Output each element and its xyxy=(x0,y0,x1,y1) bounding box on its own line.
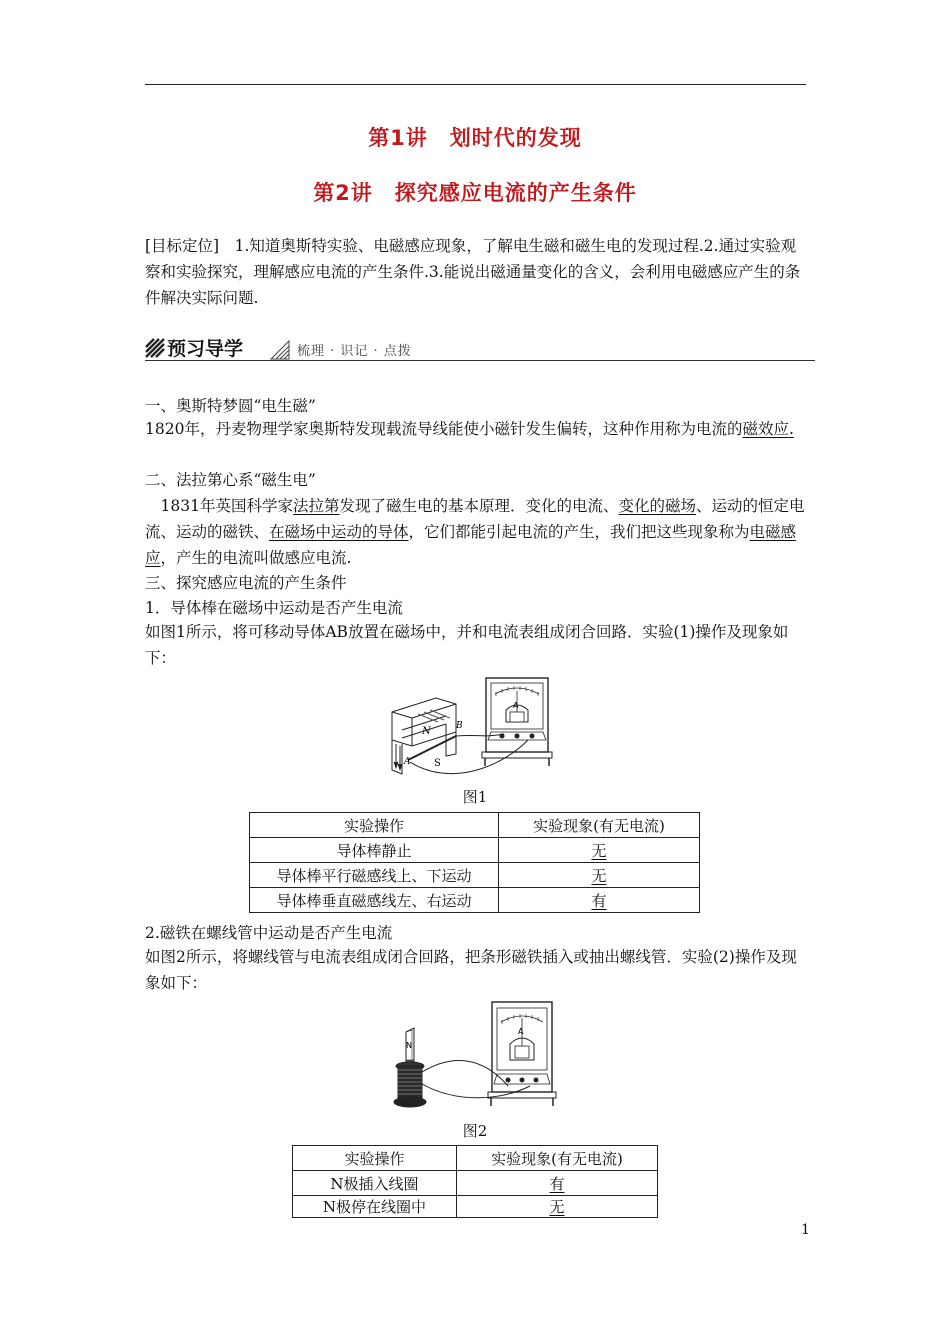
table2-operation: N极插入线圈 xyxy=(293,1171,457,1196)
section2-answer-4: 电磁感应 xyxy=(145,523,797,567)
lecture2-title: 第2讲 探究感应电流的产生条件 xyxy=(313,181,637,205)
section2-answer-2: 变化的磁场 xyxy=(618,497,696,515)
section1-text: 1820年，丹麦物理学家奥斯特发现载流导线能使小磁针发生偏转，这种作用称为电流的 xyxy=(145,420,743,438)
table-row xyxy=(293,1196,658,1218)
table2-header-operation: 实验操作 xyxy=(293,1146,457,1171)
fig1-meter-label: A xyxy=(513,701,519,710)
table1-answer: 无 xyxy=(591,866,607,885)
banner-heading: 预习导学 xyxy=(167,338,244,360)
section2-text-4: ，它们都能引起电流的产生，我们把这些现象称为 xyxy=(408,523,750,541)
table1-header-phenomenon: 实验现象(有无电流) xyxy=(499,813,700,838)
wire-icon xyxy=(422,1060,508,1086)
table2-answer: 无 xyxy=(549,1198,565,1216)
table1-operation: 导体棒静止 xyxy=(250,838,499,863)
figure1-caption: 图1 xyxy=(462,788,488,806)
table1-operation: 导体棒垂直磁感线左、右运动 xyxy=(250,888,499,913)
experiment2-table xyxy=(292,1145,658,1218)
table2-operation: N极停在线圈中 xyxy=(293,1196,457,1218)
section3-heading: 三、探究感应电流的产生条件 xyxy=(145,574,347,592)
solenoid-coil-icon xyxy=(394,1062,426,1107)
section3-sub1-text: 如图1所示，将可移动导体AB放置在磁场中，并和电流表组成闭合回路．实验(1)操作及现象如下： xyxy=(145,623,789,667)
table-row xyxy=(250,838,700,863)
table1-header-row xyxy=(250,813,700,838)
section2-text-3: 、运动的恒定电流、运动的磁铁、 xyxy=(145,497,805,541)
section2-answer-1: 法拉第 xyxy=(292,497,340,515)
fig1-label-b: B xyxy=(456,721,463,731)
table2-answer: 有 xyxy=(549,1174,565,1193)
table1-result xyxy=(499,863,700,888)
section1-body xyxy=(145,416,807,442)
section3-sub2-text: 如图2所示，将螺线管与电流表组成闭合回路，把条形磁铁插入或抽出螺线管．实验(2)操作及现象如下： xyxy=(145,948,797,992)
banner-corner-icon xyxy=(270,340,290,360)
figure1-apparatus xyxy=(388,674,560,782)
table-row xyxy=(250,863,700,888)
figure2-apparatus xyxy=(392,1000,560,1114)
header-rule xyxy=(145,84,806,85)
learning-goals: [目标定位] 1.知道奥斯特实验、电磁感应现象，了解电生磁和磁生电的发现过程.2.通过实验观察和实验探究，理解感应电流的产生条件.3.能说出磁通量变化的含义，会利用电磁感应产生的条件解决实际问题. xyxy=(145,237,801,307)
section3-sub1: 1．导体棒在磁场中运动是否产生电流 xyxy=(145,599,403,617)
section1-answer: 磁效应. xyxy=(742,420,794,438)
section1-heading: 一、奥斯特梦圆“电生磁” xyxy=(145,397,316,415)
figure2-caption: 图2 xyxy=(462,1122,488,1140)
section2-text-5: ，产生的电流叫做感应电流. xyxy=(160,549,352,567)
table-row xyxy=(250,888,700,913)
banner-stripes-icon xyxy=(145,338,165,358)
table1-result xyxy=(499,888,700,913)
fig2-label-n: N xyxy=(406,1041,412,1050)
banner-subtitle: 梳理 · 识记 · 点拨 xyxy=(297,344,412,359)
section2-heading: 二、法拉第心系“磁生电” xyxy=(145,471,316,489)
table1-answer: 无 xyxy=(591,841,607,860)
table1-header-operation: 实验操作 xyxy=(250,813,499,838)
table-row xyxy=(293,1171,658,1196)
lecture1-title: 第1讲 划时代的发现 xyxy=(368,126,582,150)
section2-body xyxy=(145,493,807,571)
fig2-meter-label: A xyxy=(518,1027,524,1036)
section2-answer-3: 在磁场中运动的导体 xyxy=(269,523,409,541)
fig1-label-n: N xyxy=(422,726,431,737)
table2-result xyxy=(457,1196,658,1218)
table1-answer: 有 xyxy=(591,891,607,910)
section2-text-2: 发现了磁生电的基本原理．变化的电流、 xyxy=(339,497,619,515)
galvanometer-icon xyxy=(482,678,552,766)
page-number: 1 xyxy=(801,1222,810,1238)
banner-rule xyxy=(145,360,815,361)
fig1-label-s: S xyxy=(434,758,441,769)
table2-header-row xyxy=(293,1146,658,1171)
table2-result xyxy=(457,1171,658,1196)
preview-banner xyxy=(145,334,815,362)
fig1-label-a: A xyxy=(404,757,411,767)
table1-result xyxy=(499,838,700,863)
experiment1-table xyxy=(249,812,700,913)
section2-text-1: 1831年英国科学家 xyxy=(145,497,293,515)
wire-icon xyxy=(456,734,504,736)
table2-header-phenomenon: 实验现象(有无电流) xyxy=(457,1146,658,1171)
section3-sub2: 2.磁铁在螺线管中运动是否产生电流 xyxy=(145,924,393,942)
galvanometer-icon xyxy=(488,1002,556,1106)
table1-operation: 导体棒平行磁感线上、下运动 xyxy=(250,863,499,888)
